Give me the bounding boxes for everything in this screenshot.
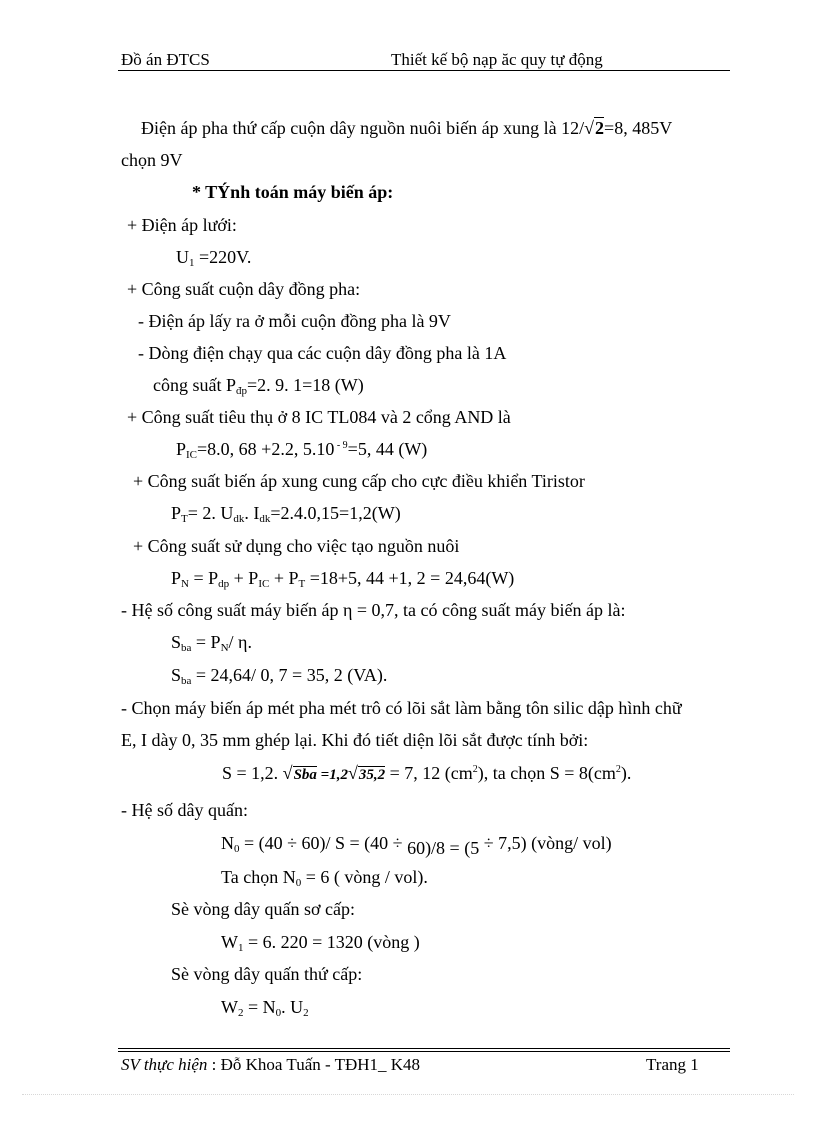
line-coil-voltage: - Điện áp lấy ra ở mỗi cuộn đồng pha là 9V <box>138 311 451 331</box>
sqrt-symbol: √ <box>584 118 595 138</box>
footer-author: SV thực hiện : Đỗ Khoa Tuấn - TĐH1_ K48 <box>121 1055 421 1074</box>
line-pn: $P_N = P_{dp} + P_{IC} + P_T =18+5$, 44 +1, 2 = 24,64(W) <box>171 568 515 590</box>
line-pulse-transformer-intro: + Công suất biến áp xung cung cấp cho cực điều khiển Tiristor <box>133 471 585 491</box>
line-phase-coil-power: + Công suất cuộn dây đồng pha: <box>127 279 361 299</box>
header-rule <box>118 70 730 71</box>
line-sba-value: $S_{ba} = 24,64/$ 0, 7 = 35, 2 (VA). <box>171 665 388 687</box>
sqrt-symbol: √ <box>282 763 293 783</box>
line-w1: $W_1 = 6$. 220 = 1320 (vòng ) <box>221 932 420 954</box>
line-choose-9v: chọn 9V <box>121 150 183 170</box>
line-sba-formula: $S_{ba} = P_N/$ η. <box>171 632 252 654</box>
footer-rule-bottom <box>118 1051 730 1052</box>
line-u1: $U_1 =220V$. <box>176 247 252 269</box>
footer-page-number: Trang 1 <box>646 1055 699 1074</box>
line-supply-power-intro: + Công suất sử dụng cho việc tạo nguồn nuôi <box>133 536 460 556</box>
line-pic: $P_{IC}=8.0$, 68 +2.2, 5.10 $^{- 9}$=5, 44 (W) <box>176 439 428 461</box>
line-n0-range: $N_0 = (40 \div 60)/$ S = (40 ÷ 60)/8 = (5 ÷ 7,5) (vòng/ vol) <box>221 833 612 858</box>
line-w2: $W_2 = N_0$. $U_2$ <box>221 997 309 1019</box>
sqrt-symbol: √ <box>347 763 358 783</box>
line-ic-power-intro: + Công suất tiêu thụ ở 8 IC TL084 và 2 cổng AND là <box>127 407 511 427</box>
line-phase-voltage: Điện áp pha thứ cấp cuộn dây nguồn nuôi biến áp xung là 12/√2=8, 485V <box>141 118 673 138</box>
line-core-description: E, I dày 0, 35 mm ghép lại. Khi đó tiết diện lõi sắt được tính bởi: <box>121 730 589 750</box>
line-primary-turns-intro: Sè vòng dây quấn sơ cấp: <box>171 899 355 919</box>
line-coil-current: - Dòng điện chạy qua các cuộn dây đồng pha là 1A <box>138 343 507 363</box>
section-heading: * TÝnh toán máy biến áp: <box>192 182 394 202</box>
line-winding-coefficient: - Hệ số dây quấn: <box>121 800 248 820</box>
line-power-factor: - Hệ số công suất máy biến áp η = 0,7, ta có công suất máy biến áp là: <box>121 600 626 620</box>
page-edge-dotted-line <box>22 1094 794 1095</box>
header-left-title: Đồ án ĐTCS <box>121 50 210 69</box>
line-pt: $P_T= 2$. $U_{dk}$. $I_{dk}=2.4.0,15=1,2(W)$ <box>171 503 401 525</box>
line-secondary-turns-intro: Sè vòng dây quấn thứ cấp: <box>171 964 363 984</box>
line-pdp: công suất $P_{đp}=2$. 9. 1=18 (W) <box>153 375 364 397</box>
line-choose-transformer: - Chọn máy biến áp mét pha mét trô có lõi sắt làm bằng tôn silic dập hình chữ <box>121 698 682 718</box>
line-core-area: S = 1,2. √Sba =1,2√35,2 = 7, 12 $(cm^2)$, ta chọn $S = 8(cm^2)$. <box>222 763 632 783</box>
line-n0-choice: Ta chọn $N_0 = 6$ ( vòng / vol). <box>221 867 428 889</box>
footer-rule-top <box>118 1048 730 1049</box>
line-grid-voltage: + Điện áp lưới: <box>127 215 237 235</box>
header-right-title: Thiết kế bộ nạp ăc quy tự động <box>391 50 603 69</box>
